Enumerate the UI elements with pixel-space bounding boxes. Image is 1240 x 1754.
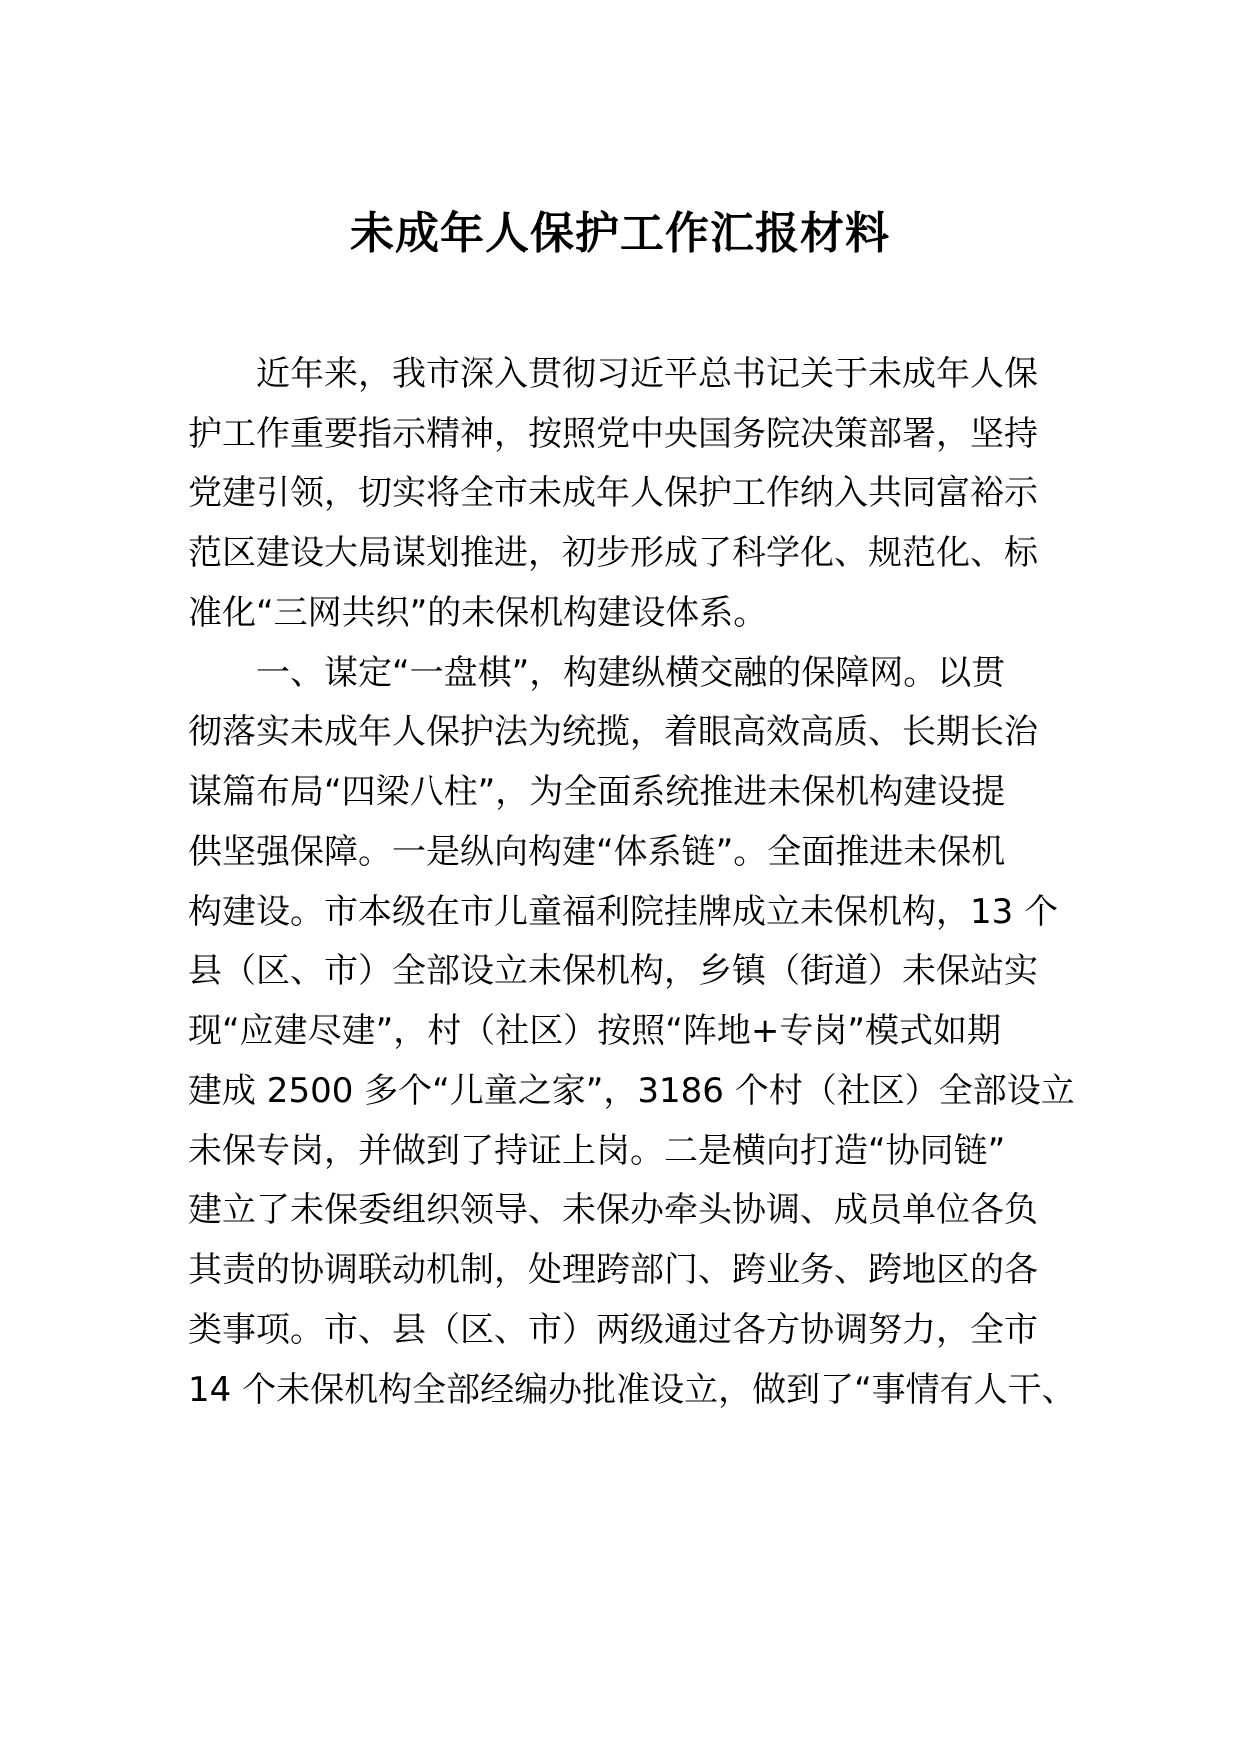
document-title: 未成年人保护工作汇报材料: [350, 208, 890, 259]
body-line: 现“应建尽建”，村（社区）按照“阵地+专岗”模式如期: [188, 1011, 1001, 1051]
body-line: 供坚强保障。一是纵向构建“体系链”。全面推进未保机: [188, 832, 1006, 872]
body-line: 准化“三网共织”的未保机构建设体系。: [188, 593, 768, 633]
body-line: 范区建设大局谋划推进，初步形成了科学化、规范化、标: [188, 533, 1038, 573]
body-line: 建立了未保委组织领导、未保办牵头协调、成员单位各负: [188, 1190, 1038, 1230]
body-line: 党建引领，切实将全市未成年人保护工作纳入共同富裕示: [188, 473, 1038, 513]
body-line: 构建设。市本级在市儿童福利院挂牌成立未保机构，13 个: [188, 892, 1059, 932]
body-line: 14 个未保机构全部经编办批准设立，做到了“事情有人干、: [188, 1370, 1076, 1410]
body-line: 建成 2500 多个“儿童之家”，3186 个村（社区）全部设立: [188, 1071, 1075, 1111]
body-line: 类事项。市、县（区、市）两级通过各方协调努力，全市: [188, 1310, 1038, 1350]
body-line: 未保专岗，并做到了持证上岗。二是横向打造“协同链”: [188, 1131, 1006, 1171]
body-line: 彻落实未成年人保护法为统揽，着眼高效高质、长期长治: [188, 712, 1038, 752]
body-line: 一、谋定“一盘棋”，构建纵横交融的保障网。以贯: [256, 653, 1006, 693]
body-line: 护工作重要指示精神，按照党中央国务院决策部署，坚持: [188, 414, 1038, 454]
body-line: 谋篇布局“四梁八柱”，为全面系统推进未保机构建设提: [188, 772, 1006, 812]
body-line: 县（区、市）全部设立未保机构，乡镇（街道）未保站实: [188, 951, 1038, 991]
body-line: 其责的协调联动机制，处理跨部门、跨业务、跨地区的各: [188, 1250, 1038, 1290]
body-line: 近年来，我市深入贯彻习近平总书记关于未成年人保: [256, 354, 1038, 394]
